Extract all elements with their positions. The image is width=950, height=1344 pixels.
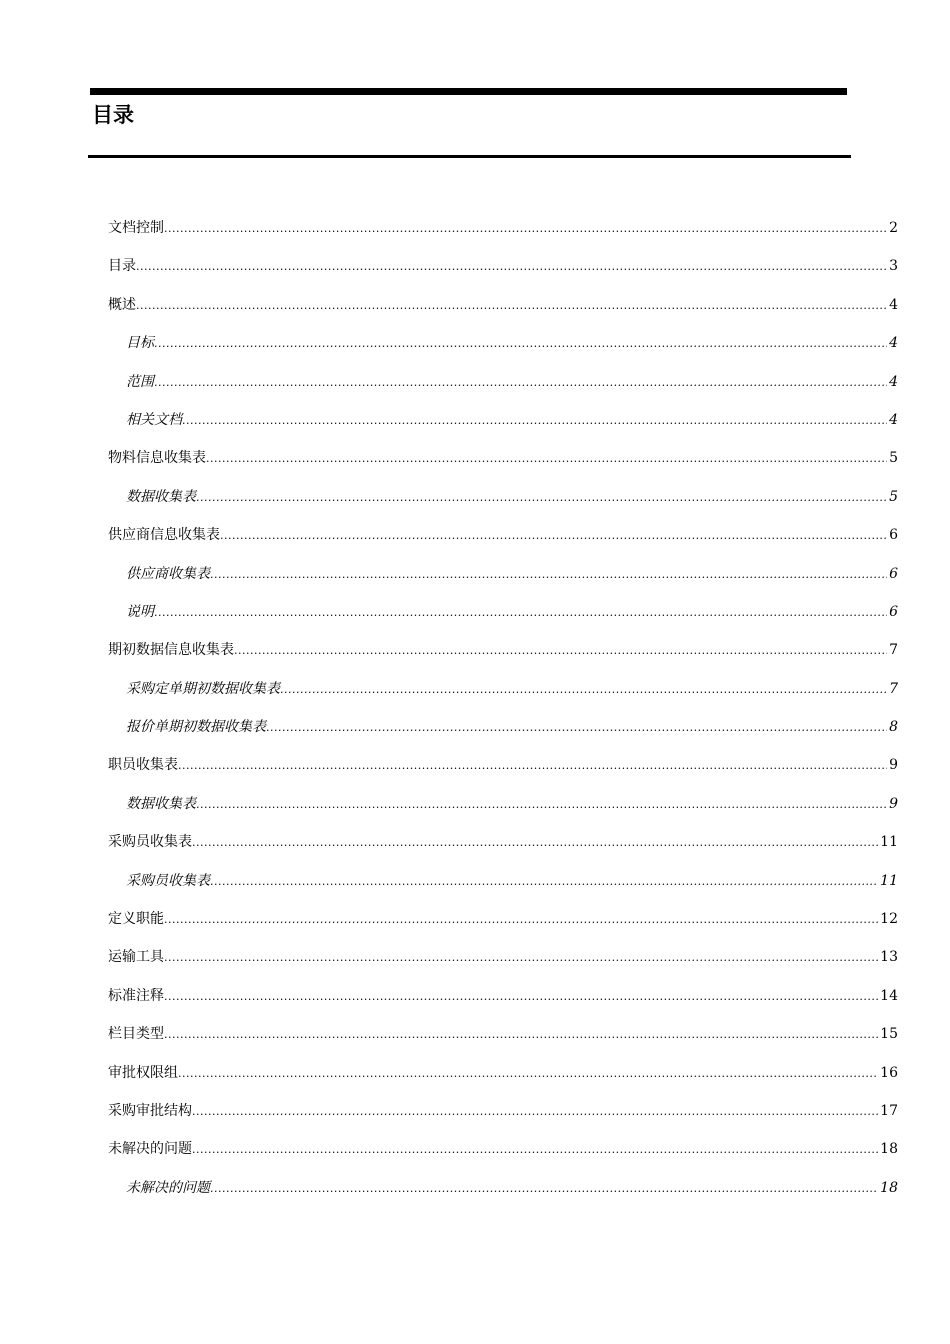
- toc-dot-leader: [164, 978, 878, 1016]
- toc-dot-leader: [164, 901, 878, 939]
- toc-entry-label: 未解决的问题: [126, 1179, 210, 1196]
- toc-entry[interactable]: [108, 593, 898, 631]
- toc-entry[interactable]: [108, 516, 898, 554]
- toc-entry[interactable]: [108, 785, 898, 823]
- toc-page-number: 9: [889, 757, 898, 774]
- toc-page-number: 14: [880, 987, 898, 1004]
- toc-entry-label: 供应商信息收集表: [108, 527, 220, 544]
- toc-page-number: 4: [889, 411, 898, 428]
- toc-entry-label: 报价单期初数据收集表: [126, 719, 266, 736]
- table-of-contents: [108, 209, 898, 1207]
- toc-page-number: 6: [889, 603, 898, 620]
- toc-page-number: 9: [889, 795, 898, 812]
- toc-page-number: 8: [889, 719, 898, 736]
- toc-dot-leader: [136, 248, 887, 286]
- toc-dot-leader: [164, 210, 887, 248]
- toc-entry-label: 栏目类型: [108, 1026, 164, 1043]
- toc-entry-label: 采购员收集表: [108, 834, 192, 851]
- toc-entry-label: 概述: [108, 296, 136, 313]
- toc-entry-label: 运输工具: [108, 949, 164, 966]
- toc-dot-leader: [210, 556, 887, 594]
- toc-entry-label: 数据收集表: [126, 795, 196, 812]
- toc-entry-label: 职员收集表: [108, 757, 178, 774]
- toc-dot-leader: [154, 325, 887, 363]
- toc-entry-label: 审批权限组: [108, 1064, 178, 1081]
- toc-dot-leader: [192, 1131, 878, 1169]
- toc-entry[interactable]: [108, 938, 898, 976]
- toc-dot-leader: [136, 287, 887, 325]
- toc-page-number: 11: [880, 872, 898, 889]
- toc-dot-leader: [280, 671, 887, 709]
- toc-entry[interactable]: [108, 1054, 898, 1092]
- toc-entry-label: 期初数据信息收集表: [108, 642, 234, 659]
- toc-dot-leader: [210, 1170, 878, 1208]
- toc-entry[interactable]: [108, 478, 898, 516]
- toc-dot-leader: [154, 594, 887, 632]
- toc-dot-leader: [182, 402, 887, 440]
- toc-entry[interactable]: [108, 555, 898, 593]
- toc-page-number: 12: [880, 911, 898, 928]
- toc-page-number: 15: [880, 1026, 898, 1043]
- toc-dot-leader: [196, 479, 887, 517]
- toc-entry-label: 采购员收集表: [126, 872, 210, 889]
- toc-dot-leader: [178, 1055, 878, 1093]
- toc-page-number: 2: [889, 220, 898, 236]
- page-title: 目录: [92, 103, 134, 127]
- toc-entry-label: 标准注释: [108, 987, 164, 1004]
- toc-entry-label: 说明: [126, 603, 154, 620]
- toc-entry[interactable]: [108, 708, 898, 746]
- toc-page-number: 17: [880, 1102, 898, 1119]
- toc-entry[interactable]: [108, 363, 898, 401]
- toc-dot-leader: [154, 364, 887, 402]
- toc-entry-label: 定义职能: [108, 911, 164, 928]
- toc-page-number: 18: [880, 1179, 898, 1196]
- toc-entry[interactable]: [108, 1092, 898, 1130]
- toc-entry-label: 目标: [126, 335, 154, 352]
- toc-entry[interactable]: [108, 1130, 898, 1168]
- toc-entry[interactable]: [108, 746, 898, 784]
- toc-dot-leader: [266, 709, 887, 747]
- toc-entry[interactable]: [108, 439, 898, 477]
- toc-page-number: 5: [889, 450, 898, 467]
- toc-dot-leader: [192, 1093, 878, 1131]
- toc-dot-leader: [210, 863, 878, 901]
- toc-dot-leader: [178, 747, 887, 785]
- toc-page-number: 6: [889, 565, 898, 582]
- toc-dot-leader: [164, 1016, 878, 1054]
- toc-entry[interactable]: [108, 209, 898, 247]
- toc-entry[interactable]: [108, 247, 898, 285]
- toc-page-number: 4: [889, 296, 898, 313]
- toc-entry[interactable]: [108, 862, 898, 900]
- toc-entry[interactable]: [108, 1169, 898, 1207]
- toc-entry[interactable]: [108, 977, 898, 1015]
- toc-entry-label: 供应商收集表: [126, 565, 210, 582]
- toc-dot-leader: [220, 517, 887, 555]
- toc-page-number: 11: [880, 834, 898, 851]
- top-rule: [90, 88, 847, 95]
- toc-dot-leader: [164, 939, 878, 977]
- toc-page-number: 5: [889, 488, 898, 505]
- toc-entry-label: 未解决的问题: [108, 1141, 192, 1158]
- toc-entry[interactable]: [108, 324, 898, 362]
- toc-page-number: 16: [880, 1064, 898, 1081]
- toc-dot-leader: [206, 440, 887, 478]
- toc-page-number: 6: [889, 527, 898, 544]
- toc-page-number: 18: [880, 1141, 898, 1158]
- toc-entry-label: 相关文档: [126, 411, 182, 428]
- toc-page-number: 4: [889, 335, 898, 352]
- toc-entry-label: 采购定单期初数据收集表: [126, 680, 280, 697]
- bottom-rule: [88, 155, 851, 158]
- toc-page-number: 13: [880, 949, 898, 966]
- toc-entry[interactable]: [108, 670, 898, 708]
- toc-entry-label: 范围: [126, 373, 154, 390]
- toc-entry[interactable]: [108, 401, 898, 439]
- toc-entry[interactable]: [108, 631, 898, 669]
- toc-entry-label: 物料信息收集表: [108, 450, 206, 467]
- toc-entry-label: 数据收集表: [126, 488, 196, 505]
- toc-page-number: 7: [889, 680, 898, 697]
- toc-entry[interactable]: [108, 900, 898, 938]
- toc-dot-leader: [196, 786, 887, 824]
- toc-page-number: 3: [889, 258, 898, 275]
- toc-entry[interactable]: [108, 1015, 898, 1053]
- toc-page-number: 7: [889, 642, 898, 659]
- toc-entry[interactable]: [108, 823, 898, 861]
- toc-dot-leader: [234, 632, 887, 670]
- toc-entry-label: 目录: [108, 258, 136, 275]
- toc-entry-label: 采购审批结构: [108, 1102, 192, 1119]
- toc-entry[interactable]: [108, 286, 898, 324]
- toc-dot-leader: [192, 824, 878, 862]
- toc-entry-label: 文档控制: [108, 220, 164, 236]
- toc-page-number: 4: [889, 373, 898, 390]
